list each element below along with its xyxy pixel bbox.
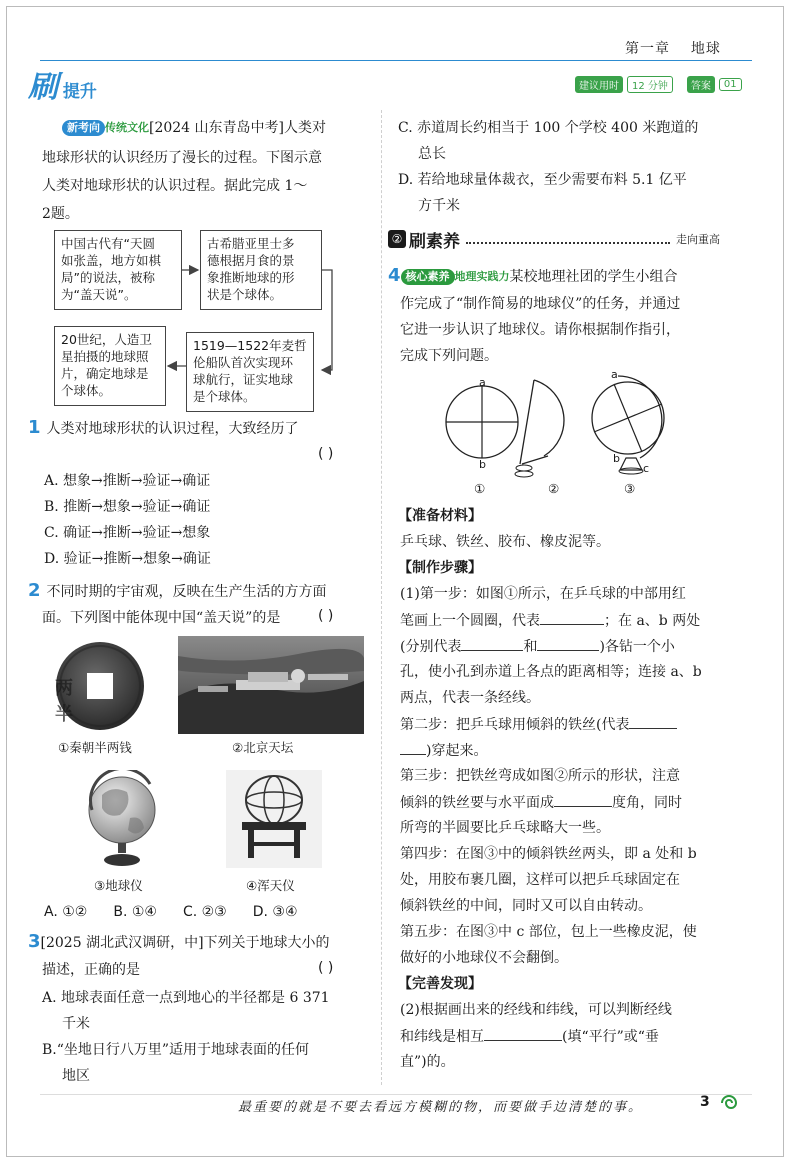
step-line-9: 倾斜的铁丝要与水平面成 度角，同时 xyxy=(400,792,682,813)
brand-logo xyxy=(28,62,97,106)
q4-stem-2: 作完成了“制作简易的地球仪”的任务，并通过 xyxy=(400,296,681,312)
q2-options xyxy=(44,902,298,922)
q2-option-a: A. ①② xyxy=(44,904,88,920)
step-line-1: (1)第一步：如图①所示，在乒乓球的中部用红 xyxy=(400,586,686,602)
q3-option-a-1: A. 地球表面任意一点到地心的半径都是 6 371 xyxy=(42,990,330,1006)
step-line-11: 第四步：在图③中的倾斜铁丝两头，即 a 处和 b xyxy=(400,846,697,862)
answer-page: 01 xyxy=(719,78,742,91)
temple-image xyxy=(178,636,364,734)
section-title: 刷素养 xyxy=(409,231,460,252)
step-line-4: 孔，使小孔到赤道上各点的距离相等；连接 a、b xyxy=(400,664,702,680)
new-trend-badge: 新考向 xyxy=(62,120,105,136)
chapter-header xyxy=(625,38,721,58)
fig1-point-b: b xyxy=(479,458,486,471)
q3-option-a-2: 千米 xyxy=(62,1016,90,1032)
step-line-13: 倾斜铁丝的中间，同时又可以自由转动。 xyxy=(400,898,652,914)
step-line-2: 笔画上一个圆圈，代表 ；在 a、b 两处 xyxy=(400,610,700,631)
section-icon: ② xyxy=(388,230,406,248)
blank-relation[interactable] xyxy=(484,1026,562,1041)
answer-label: 答案 xyxy=(687,76,715,93)
blank-angle[interactable] xyxy=(554,792,612,807)
coin-inscription: 两 半 xyxy=(55,678,109,725)
fig-label-1: ① xyxy=(474,481,486,496)
q2-number: 2 xyxy=(28,580,41,601)
q1-number: 1 xyxy=(28,417,41,438)
flow-box-satellite: 20世纪，人造卫 星拍摄的地球照 片，确定地球是 个球体。 xyxy=(54,326,166,406)
section-header xyxy=(388,228,720,250)
fig3-point-a: a xyxy=(611,368,618,381)
chapter-number: 第一章 xyxy=(625,41,670,57)
q1-answer-paren: ( ) xyxy=(318,446,334,462)
q3-stem-2: 描述，正确的是 xyxy=(42,962,140,978)
page-number: 3 xyxy=(700,1094,710,1110)
chapter-title: 地球 xyxy=(690,41,721,57)
globe-image xyxy=(82,770,162,870)
spiral-logo-icon xyxy=(718,1092,740,1114)
findings-title: 【完善发现】 xyxy=(398,976,482,992)
materials-text: 乒乓球、铁丝、胶布、橡皮泥等。 xyxy=(400,534,610,550)
fig3-point-c: c xyxy=(643,462,650,475)
q1-stem: 1 人类对地球形状的认识过程，大致经历了 xyxy=(28,417,299,438)
caption-temple: ②北京天坛 xyxy=(232,740,294,755)
intro-line-2: 地球形状的认识经历了漫长的过程。下图示意 xyxy=(42,150,322,166)
practice-tag: 地理实践力 xyxy=(454,270,510,283)
intro-line-3: 人类对地球形状的认识过程。据此完成 1～ xyxy=(42,178,308,194)
q3-option-b-1: B.“坐地日行八万里”适用于地球表面的任何 xyxy=(42,1042,310,1058)
q2-option-b: B. ①④ xyxy=(113,904,157,920)
q1-option-a: A. 想象→推断→验证→确证 xyxy=(44,473,211,489)
q2-answer-paren: ( ) xyxy=(318,608,334,624)
armillary-image xyxy=(226,770,322,868)
blank-axis-cont[interactable] xyxy=(400,740,426,755)
step-line-12: 处，用胶布裹几圈，这样可以把乒乓球固定在 xyxy=(400,872,680,888)
q4-stem-1: 4 核心素养 地理实践力某校地理社团的学生小组合 xyxy=(388,265,678,286)
blank-pole-b[interactable] xyxy=(537,636,599,651)
q3-option-d-1: D. 若给地球量体裁衣，至少需要布料 5.1 亿平 xyxy=(398,172,687,188)
flow-box-ancient-china: 中国古代有“天圆 如张盖，地方如棋 局”的说法，被称 为“盖天说”。 xyxy=(54,230,182,310)
fig-label-3: ③ xyxy=(624,481,636,496)
footer-quote: 最重要的就是不要去看远方模糊的物，而要做手边清楚的事。 xyxy=(238,1100,644,1115)
core-literacy-badge: 核心素养 xyxy=(401,269,455,285)
flow-box-magellan: 1519—1522年麦哲 伦船队首次实现环 球航行，证实地球 是个球体。 xyxy=(186,332,314,412)
step-line-15: 做好的小地球仪不会翻倒。 xyxy=(400,950,568,966)
q3-option-c-1: C. 赤道周长约相当于 100 个学校 400 米跑道的 xyxy=(398,120,699,136)
q4-number: 4 xyxy=(388,265,401,286)
blank-equator[interactable] xyxy=(540,610,604,625)
step-line-14: 第五步：在图③中 c 部位，包上一些橡皮泥，使 xyxy=(400,924,697,940)
flow-box-aristotle: 古希腊亚里士多 德根据月食的景 象推断地球的形 状是个球体。 xyxy=(200,230,322,310)
intro-line-1: 新考向 传统文化[2024 山东青岛中考]人类对 xyxy=(62,118,326,138)
brand-char: 刷 xyxy=(28,70,58,105)
fig-label-2: ② xyxy=(548,481,560,496)
time-value: 12 分钟 xyxy=(627,76,673,93)
step-line-6: 第二步：把乒乓球用倾斜的铁丝(代表 xyxy=(400,714,677,735)
caption-armillary: ④浑天仪 xyxy=(246,878,295,893)
q3-stem-1: 3[2025 湖北武汉调研，中]下列关于地球大小的 xyxy=(28,931,330,952)
find-line-3: 直”)的。 xyxy=(400,1054,455,1070)
q3-option-b-2: 地区 xyxy=(62,1068,90,1084)
q2-stem-1: 2 不同时期的宇宙观，反映在生产生活的方方面 xyxy=(28,580,327,601)
culture-tag: 传统文化 xyxy=(105,121,149,134)
q2-option-c: C. ②③ xyxy=(182,904,227,920)
find-line-1: (2)根据画出来的经线和纬线，可以判断经线 xyxy=(400,1002,672,1018)
section-dots xyxy=(466,234,670,244)
materials-title: 【准备材料】 xyxy=(398,508,482,524)
q1-option-b: B. 推断→想象→验证→确证 xyxy=(44,499,211,515)
q4-stem-4: 完成下列问题。 xyxy=(400,348,498,364)
find-line-2: 和纬线是相互 (填“平行”或“垂 xyxy=(400,1026,659,1047)
blank-pole-a[interactable] xyxy=(461,636,523,651)
q4-stem-3: 它进一步认识了地球仪。请你根据制作指引， xyxy=(400,322,680,338)
step-line-8: 第三步：把铁丝弯成如图②所示的形状，注意 xyxy=(400,768,680,784)
step-line-3: (分别代表 和 )各钻一个小 xyxy=(400,636,675,657)
flow-arrows xyxy=(40,220,340,420)
footer-rule xyxy=(40,1094,752,1095)
blank-axis[interactable] xyxy=(629,714,677,729)
q3-option-c-2: 总长 xyxy=(418,146,446,162)
fig3-point-b: b xyxy=(613,452,620,465)
steps-title: 【制作步骤】 xyxy=(398,560,482,576)
fig1-point-a: a xyxy=(479,376,486,389)
column-divider xyxy=(381,110,382,1085)
brand-sub: 提升 xyxy=(62,82,97,102)
q1-option-c: C. 确证→推断→验证→想象 xyxy=(44,525,211,541)
q3-answer-paren: ( ) xyxy=(318,960,334,976)
time-label: 建议用时 xyxy=(575,76,623,93)
caption-globe: ③地球仪 xyxy=(94,878,143,893)
coin-image xyxy=(45,640,155,732)
step-line-10: 所弯的半圆要比乒乓球略大一些。 xyxy=(400,820,610,836)
q3-number: 3 xyxy=(28,931,41,952)
step-line-7: )穿起来。 xyxy=(400,740,487,761)
q2-stem-2: 面。下列图中能体现中国“盖天说”的是 xyxy=(42,610,281,626)
header-rule xyxy=(40,60,752,61)
time-info xyxy=(575,76,742,93)
intro-line-4: 2题。 xyxy=(42,206,79,222)
section-right-label: 走向重高 xyxy=(676,233,720,246)
q2-option-d: D. ③④ xyxy=(252,904,298,920)
q3-option-d-2: 方千米 xyxy=(418,198,460,214)
caption-coin: ①秦朝半两钱 xyxy=(58,740,132,755)
q1-option-d: D. 验证→推断→想象→确证 xyxy=(44,551,211,567)
globe-making-figures xyxy=(436,372,670,496)
step-line-5: 两点，代表一条经线。 xyxy=(400,690,540,706)
